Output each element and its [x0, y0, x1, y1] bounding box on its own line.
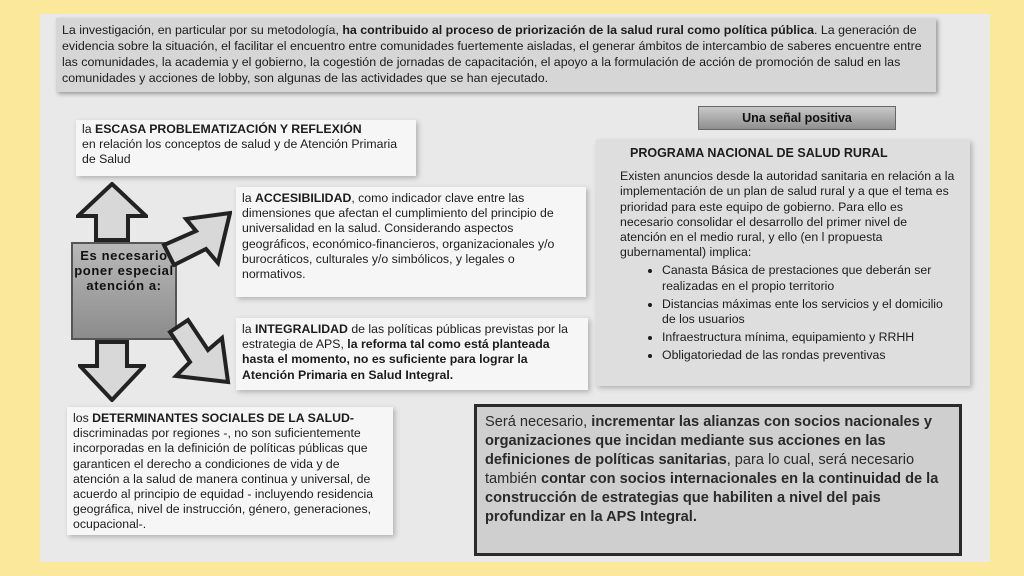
determinantes-prefix: los: [73, 411, 93, 425]
arrow-diagonal-up-right-icon: [160, 205, 232, 267]
conclusion-bold-2: contar con socios internacionales en la continuidad de la construcción de estrategias que habiliten a nivel del pais profundizar en la APS Integral.: [485, 471, 939, 525]
integralidad-box: [236, 318, 588, 390]
escasa-text: en relación los conceptos de salud y de Atención Primaria de Salud: [82, 137, 398, 167]
arrow-down-icon: [78, 340, 146, 402]
programa-box: [596, 140, 970, 386]
accesibilidad-text: , como indicador clave entre las dimensiones que afectan el cumplimiento del principio de universalidad en la salud. Considerando aspectos geográficos, económico-financieros, organizacionales y/o burocráticos, culturales y/o simbólicos, y legales o normativos.: [242, 191, 555, 282]
accesibilidad-box: [236, 187, 586, 297]
determinantes-text: discriminadas por regiones -, no son suficientemente incorporadas en la definición de políticas públicas que garanticen el derecho a condiciones de vida y de atención a la salud de manera continua y universal, de acuerdo al principio de equidad - incluyendo residencia geográfica, nivel de instrucción, género, generaciones, ocupacional-.: [73, 426, 374, 532]
determinantes-heading: DETERMINANTES SOCIALES DE LA SALUD-: [92, 411, 355, 425]
senal-label: Una señal positiva: [742, 111, 852, 125]
conclusion-bold: incrementar las alianzas con socios nacionales y organizaciones que incidan mediante sus acciones en las definiciones de políticas sanitarias: [485, 414, 932, 468]
integralidad-prefix: la: [242, 322, 255, 336]
integralidad-text: de las políticas públicas previstas por la estrategia de APS,: [242, 322, 568, 352]
arrow-up-icon: [76, 182, 148, 242]
center-label: Es necesario poner especial atención a:: [74, 248, 174, 293]
escasa-box: [76, 120, 416, 176]
list-item: • Infraestructura mínima, equipamiento y RRHH: [662, 330, 956, 345]
integralidad-heading: INTEGRALIDAD: [255, 322, 348, 336]
conclusion-text: Será necesario,: [485, 414, 592, 430]
accesibilidad-prefix: la: [242, 191, 255, 205]
list-item: • Obligatoriedad de las rondas preventivas: [662, 348, 956, 363]
programa-list: [620, 263, 956, 363]
list-item: • Canasta Básica de prestaciones que deberán ser realizadas en el propio territorio: [662, 263, 956, 293]
escasa-prefix: la: [82, 122, 95, 136]
determinantes-box: [67, 407, 393, 535]
senal-positiva-tag: [698, 106, 896, 130]
escasa-heading: ESCASA PROBLEMATIZACIÓN Y REFLEXIÓN: [95, 122, 362, 136]
intro-text-end: . La generación de evidencia sobre la situación, el facilitar el encuentro entre comunidades fuertemente aisladas, el generar ámbitos de intercambio de saberes encuentre entre las comunidades, la academia y el gobierno, la cogestión de jornadas de capacitación, el apoyo a la formulación de acción de promoción de salud en las comunidades y acciones de lobby, son algunas de las actividades que se han ejecutado.: [62, 23, 922, 85]
conclusion-text-2: , para lo cual, será necesario también: [485, 452, 915, 487]
intro-text: La investigación, en particular por su metodología,: [62, 23, 343, 37]
list-item: • Distancias máximas ente los servicios y el domicilio de los usuarios: [662, 297, 956, 327]
integralidad-bold-text: la reforma tal como está planteada hasta el momento, no es suficiente para lograr la Atención Primaria en Salud Integral.: [242, 337, 550, 382]
intro-paragraph: [56, 18, 936, 92]
programa-title: PROGRAMA NACIONAL DE SALUD RURAL: [630, 146, 888, 160]
conclusion-box: [474, 404, 962, 556]
arrow-diagonal-down-right-icon: [166, 316, 232, 386]
intro-bold: ha contribuido al proceso de priorización de la salud rural como política pública: [342, 23, 814, 37]
accesibilidad-heading: ACCESIBILIDAD: [255, 191, 352, 205]
programa-body: Existen anuncios desde la autoridad sanitaria en relación a la implementación de un plan de salud rural y a que el tema es prioridad para este equipo de gobierno. Para ello es necesario consolidar el desarrollo del primer nivel de atención en el medio rural, y ello (en l propuesta gubernamental) implica:: [620, 169, 955, 260]
